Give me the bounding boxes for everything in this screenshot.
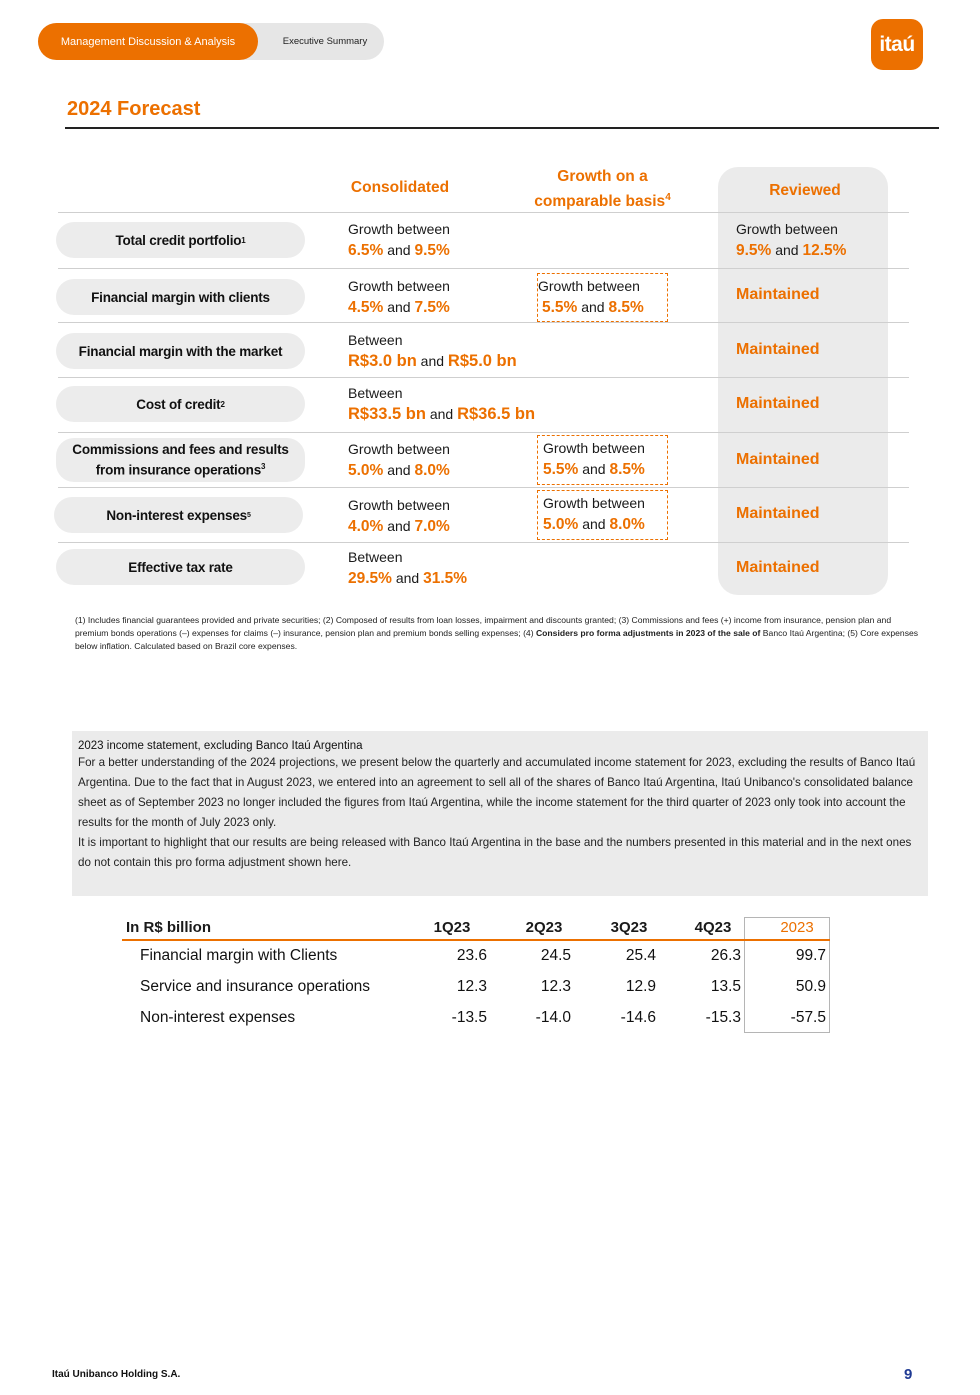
cell-consolidated	[348, 330, 517, 372]
row-divider	[58, 268, 909, 269]
cell-prefix: Growth between	[543, 495, 645, 511]
table-cell-total: 50.9	[795, 978, 826, 995]
cell-comparable	[537, 435, 668, 485]
row-label-text: Financial margin with the market	[78, 343, 283, 359]
cell-prefix: Growth between	[538, 278, 640, 294]
cell-comparable	[537, 273, 668, 322]
tab-management-discussion[interactable]: Management Discussion & Analysis	[38, 23, 258, 60]
range-and: and	[775, 242, 799, 258]
page-title: 2024 Forecast	[67, 98, 201, 120]
footnote-text: Banco Itaú Argentina; (5) Core expenses below inflation. Calculated based on Brazil core expenses.	[75, 628, 919, 651]
range-low: 5.0%	[348, 462, 384, 479]
cell-consolidated	[348, 495, 450, 537]
table-cell: -14.6	[620, 1009, 656, 1026]
column-header-comparable	[520, 166, 685, 212]
row-label-text: Total credit portfolio	[115, 232, 242, 248]
table-cell: -13.5	[451, 1009, 487, 1026]
column-header-2q23: 2Q23	[525, 919, 563, 936]
range-and: and	[387, 462, 411, 478]
row-label-non-interest-expenses	[54, 497, 303, 533]
title-divider	[65, 127, 939, 129]
footnote-marker: 2	[220, 399, 225, 409]
forecast-footnotes	[75, 614, 920, 653]
table-cell: 12.3	[456, 978, 487, 995]
cell-prefix: Growth between	[348, 497, 450, 513]
row-label-text: Cost of credit	[136, 396, 221, 412]
row-label-text: Commissions and fees and results	[72, 442, 289, 458]
table-cell: 24.5	[540, 947, 571, 964]
table-cell: 23.6	[456, 947, 487, 964]
cell-prefix: Between	[348, 332, 403, 348]
range-and: and	[581, 299, 605, 315]
range-high: 9.5%	[414, 242, 450, 259]
table-cell: 26.3	[710, 947, 741, 964]
row-divider	[58, 377, 909, 378]
status-maintained: Maintained	[736, 559, 820, 576]
row-divider	[58, 212, 909, 213]
status-maintained: Maintained	[736, 505, 820, 522]
row-label-text: Financial margin with clients	[91, 289, 270, 305]
footnote-marker: 3	[261, 462, 266, 472]
range-high: 8.5%	[609, 461, 645, 478]
range-high: R$5.0 bn	[447, 352, 517, 370]
header-rule	[122, 939, 830, 941]
row-divider	[58, 542, 909, 543]
table-row-label: Non-interest expenses	[140, 1009, 296, 1026]
range-low: R$3.0 bn	[348, 352, 417, 370]
range-and: and	[387, 242, 411, 258]
table-cell-total: 99.7	[795, 947, 826, 964]
note-title: 2023 income statement, excluding Banco Itaú Argentina	[78, 740, 363, 752]
range-low: 5.5%	[543, 461, 579, 478]
table-cell: 13.5	[710, 978, 741, 995]
column-header-4q23: 4Q23	[694, 919, 732, 936]
footnote-marker: 5	[246, 511, 251, 519]
range-low: 29.5%	[348, 570, 392, 587]
cell-prefix: Growth between	[348, 221, 450, 237]
range-low: 4.0%	[348, 518, 384, 535]
row-label-cost-of-credit	[56, 386, 305, 422]
cell-consolidated	[348, 276, 450, 318]
cell-consolidated	[348, 439, 450, 481]
table-cell: 12.3	[540, 978, 571, 995]
status-maintained: Maintained	[736, 286, 820, 303]
range-low: 9.5%	[736, 242, 772, 259]
range-and: and	[395, 570, 420, 586]
cell-prefix: Between	[348, 549, 403, 565]
column-header-comparable-line1: Growth on a	[557, 168, 648, 185]
cell-prefix: Growth between	[543, 440, 645, 456]
row-label-commissions-fees	[56, 438, 305, 482]
range-and: and	[582, 461, 606, 477]
range-high: 12.5%	[802, 242, 847, 259]
cell-consolidated	[348, 547, 467, 589]
range-low: 6.5%	[348, 242, 384, 259]
column-header-1q23: 1Q23	[433, 919, 471, 936]
footnote-text: (1) Includes financial guarantees provided and private securities; (2) Composed of results from loan losses, impairment and discounts granted; (3) Commissions and fees (+) income from insurance, pension plan and premium bonds operations (–) expenses for claims (–) insurance, pension plan and premium bonds selling expenses; (4)	[75, 615, 892, 638]
status-maintained: Maintained	[736, 395, 820, 412]
income-statement-note	[72, 731, 928, 896]
range-high: R$36.5 bn	[457, 405, 536, 423]
table-cell: 12.9	[625, 978, 656, 995]
itau-logo: itaú	[871, 19, 923, 70]
cell-prefix: Growth between	[348, 441, 450, 457]
row-label-financial-margin-market	[56, 333, 305, 369]
row-label-total-credit-portfolio	[56, 222, 305, 258]
column-header-consolidated: Consolidated	[350, 179, 450, 196]
range-high: 8.0%	[609, 516, 645, 533]
footnote-marker: 4	[665, 192, 671, 203]
footnote-bold-text: Considers pro forma adjustments in 2023 of the sale of	[535, 628, 761, 638]
cell-consolidated	[348, 219, 450, 261]
column-header-comparable-line2: comparable basis	[534, 193, 666, 211]
column-header-2023: 2023	[780, 919, 814, 936]
range-high: 7.5%	[414, 299, 450, 316]
range-and: and	[429, 406, 454, 422]
note-paragraph: For a better understanding of the 2024 projections, we present below the quarterly and accumulated income statement for 2023, excluding the results of Banco Itaú Argentina. Due to the fact that in August 2023, we entered into an agreement to sell all of the shares of Banco Itaú Argentina, Itaú Unibanco's consolidated balance sheet as of September 2023 no longer included the figures from Itaú Argentina, while the income statement for the third quarter of 2023 only took into account the results for the month of July 2023 only.	[78, 756, 916, 829]
range-low: 4.5%	[348, 299, 384, 316]
cell-prefix: Between	[348, 385, 403, 401]
row-label-text: from insurance operations	[95, 462, 262, 478]
table-cell: -14.0	[535, 1009, 571, 1026]
table-cell-total: -57.5	[790, 1009, 826, 1026]
cell-comparable	[537, 490, 668, 540]
cell-consolidated	[348, 383, 535, 425]
table-unit-header: In R$ billion	[126, 919, 211, 936]
cell-prefix: Growth between	[736, 221, 838, 237]
column-header-3q23: 3Q23	[610, 919, 648, 936]
footnote-marker: 1	[241, 235, 246, 245]
section-tabs	[38, 23, 384, 60]
cell-reviewed	[736, 219, 846, 261]
table-row-label: Financial margin with Clients	[140, 947, 338, 964]
status-maintained: Maintained	[736, 341, 820, 358]
range-high: 31.5%	[423, 570, 468, 587]
status-maintained: Maintained	[736, 451, 820, 468]
range-high: 7.0%	[414, 518, 450, 535]
column-header-reviewed: Reviewed	[769, 182, 841, 199]
range-and: and	[387, 299, 411, 315]
row-divider	[58, 487, 909, 488]
range-and: and	[420, 353, 445, 369]
table-cell: -15.3	[705, 1009, 741, 1026]
range-and: and	[582, 516, 606, 532]
row-divider	[58, 432, 909, 433]
row-label-financial-margin-clients	[56, 279, 305, 315]
row-label-text: Non-interest expenses	[106, 507, 247, 523]
table-cell: 25.4	[625, 947, 656, 964]
note-paragraph: It is important to highlight that our results are being released with Banco Itaú Argentina in the base and the numbers presented in this material and in the next ones do not contain this pro forma adjustment shown here.	[78, 836, 912, 869]
row-divider	[58, 322, 909, 323]
range-low: 5.5%	[542, 299, 578, 316]
range-and: and	[387, 518, 411, 534]
range-low: R$33.5 bn	[348, 405, 426, 423]
range-low: 5.0%	[543, 516, 579, 533]
range-high: 8.0%	[414, 462, 450, 479]
table-row-label: Service and insurance operations	[140, 978, 371, 995]
page-number: 9	[904, 1366, 913, 1383]
footer-company: Itaú Unibanco Holding S.A.	[52, 1369, 181, 1380]
row-label-effective-tax-rate	[56, 549, 305, 585]
row-label-text: Effective tax rate	[128, 559, 233, 575]
tab-executive-summary[interactable]: Executive Summary	[282, 36, 368, 47]
cell-prefix: Growth between	[348, 278, 450, 294]
range-high: 8.5%	[608, 299, 644, 316]
